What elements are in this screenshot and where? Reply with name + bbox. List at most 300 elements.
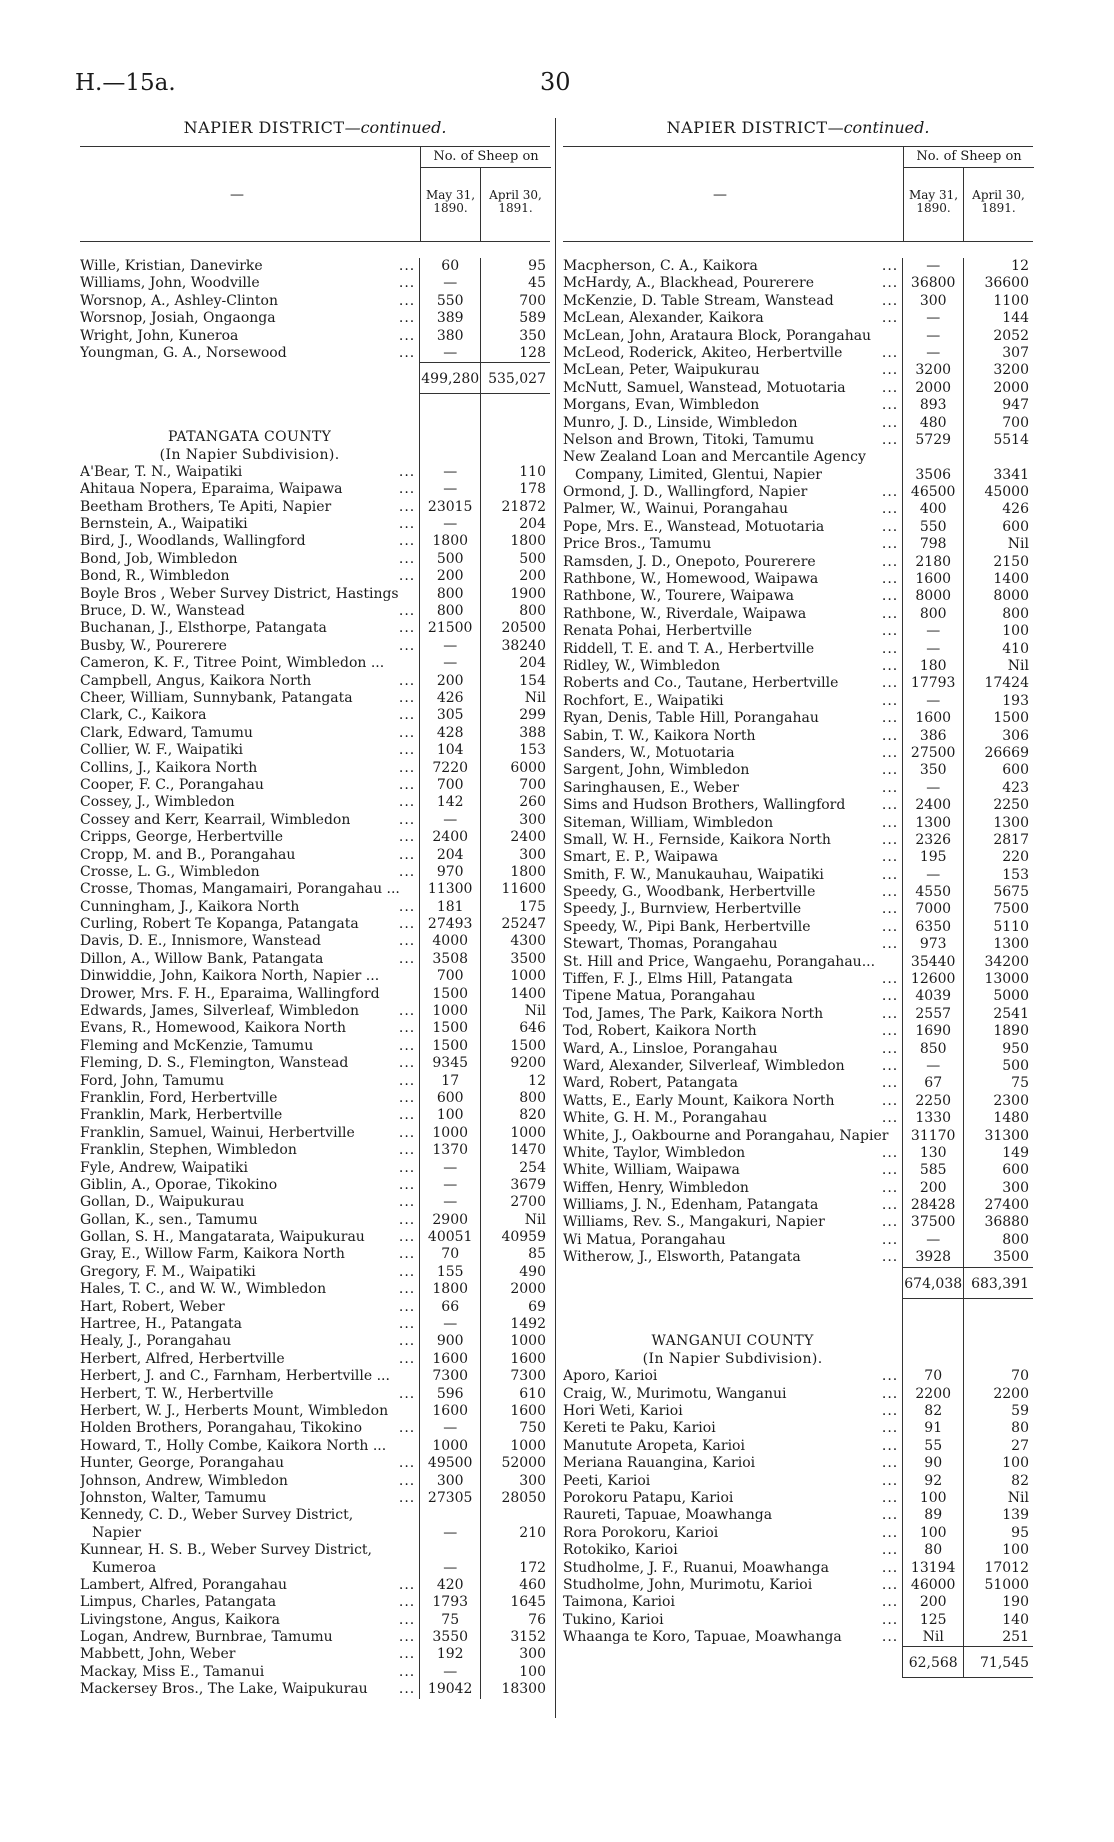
table-row: [563, 867, 1033, 884]
sheep-april-1891: 149: [963, 1145, 1033, 1162]
sheep-april-1891: 610: [480, 1386, 550, 1403]
owner-name: Aporo, Karioi: [563, 1368, 658, 1385]
table-row: [80, 1246, 550, 1263]
sheep-april-1891: 13000: [963, 971, 1033, 988]
sheep-may-1890: 596: [419, 1386, 480, 1403]
leader-dots: ...: [881, 1629, 899, 1646]
owner-name: Hart, Robert, Weber: [80, 1298, 225, 1315]
owner-name: Worsnop, A., Ashley-Clinton: [80, 292, 278, 309]
owner-name: McLeod, Roderick, Akiteo, Herbertville: [563, 344, 843, 361]
table-row: [80, 1177, 550, 1194]
table-row: [80, 655, 550, 672]
table-row: [80, 1333, 550, 1350]
leader-dots: ...: [398, 811, 416, 828]
leader-dots: ...: [881, 971, 899, 988]
table-row: [563, 1420, 1033, 1437]
sheep-april-1891: 306: [963, 728, 1033, 745]
owner-name: Mackay, Miss E., Tamanui: [80, 1663, 265, 1680]
table-row: [80, 916, 550, 933]
sheep-april-1891: 2400: [480, 829, 550, 846]
owner-name: Wi Matua, Porangahau: [563, 1231, 726, 1248]
sheep-april-1891: 190: [963, 1594, 1033, 1611]
sheep-april-1891: 2150: [963, 554, 1033, 571]
sheep-april-1891: 820: [480, 1107, 550, 1124]
leader-dots: ...: [881, 1455, 899, 1472]
leader-dots: ...: [398, 498, 416, 515]
table-row: [563, 362, 1033, 379]
owner-name: Napier: [92, 1524, 142, 1541]
owner-name: Rathbone, W., Tourere, Waipawa: [563, 588, 794, 605]
right-table-header: [563, 146, 1033, 242]
sheep-may-1890: —: [419, 1194, 480, 1211]
table-row: [80, 1612, 550, 1629]
left-title-continued: —continued.: [344, 118, 447, 137]
leader-dots: ...: [881, 553, 899, 570]
sheep-may-1890: 3200: [902, 362, 963, 379]
sheep-may-1890: 2326: [902, 832, 963, 849]
table-row: [80, 310, 550, 327]
leader-dots: ...: [881, 623, 899, 640]
table-row: [563, 710, 1033, 727]
sheep-may-1890: —: [419, 481, 480, 498]
leader-dots: ...: [398, 292, 416, 309]
leader-dots: ...: [398, 1107, 416, 1124]
owner-name: Cossey and Kerr, Kearrail, Wimbledon: [80, 811, 351, 828]
leader-dots: ...: [398, 1455, 416, 1472]
sheep-april-1891: 6000: [480, 760, 550, 777]
table-row: [563, 1577, 1033, 1594]
sheep-may-1890: —: [902, 641, 963, 658]
leader-dots: ...: [881, 344, 899, 361]
page-number: 30: [540, 68, 571, 96]
sheep-april-1891: 36880: [963, 1214, 1033, 1231]
sheep-april-1891: 1800: [480, 533, 550, 550]
sheep-april-1891: Nil: [480, 1212, 550, 1229]
leader-dots: ...: [881, 1385, 899, 1402]
sheep-april-1891: [480, 1507, 550, 1524]
leader-dots: ...: [398, 1316, 416, 1333]
leader-dots: ...: [398, 1681, 416, 1698]
owner-name: Company, Limited, Glentui, Napier: [575, 466, 822, 483]
table-row: [563, 449, 1033, 466]
owner-name: Studholme, John, Murimotu, Karioi: [563, 1576, 813, 1593]
sheep-may-1890: 2400: [419, 829, 480, 846]
sheep-may-1890: 585: [902, 1162, 963, 1179]
owner-name: Meriana Rauangina, Karioi: [563, 1455, 756, 1472]
sheep-april-1891: 204: [480, 516, 550, 533]
sheep-april-1891: 7300: [480, 1368, 550, 1385]
sheep-may-1890: 91: [902, 1420, 963, 1437]
sheep-april-1891: 7500: [963, 901, 1033, 918]
leader-dots: ...: [398, 1333, 416, 1350]
leader-dots: ...: [881, 1403, 899, 1419]
leader-dots: ...: [398, 258, 416, 274]
sheep-april-1891: 59: [963, 1403, 1033, 1420]
leader-dots: ...: [398, 916, 416, 933]
sheep-may-1890: 11300: [419, 881, 480, 898]
owner-name: Busby, W., Pourerere: [80, 637, 227, 654]
sheep-april-1891: 8000: [963, 588, 1033, 605]
table-row: [80, 1351, 550, 1368]
sheep-may-1890: 1600: [419, 1351, 480, 1368]
owner-name: Herbert, T. W., Herbertville: [80, 1385, 274, 1402]
sheep-may-1890: —: [902, 780, 963, 797]
sheep-april-1891: 800: [480, 603, 550, 620]
table-row: [80, 1490, 550, 1507]
leader-dots: ...: [398, 1663, 416, 1680]
owner-name: McLean, John, Arataura Block, Porangahau: [563, 327, 872, 344]
leader-dots: ...: [398, 620, 416, 637]
table-row: [80, 1264, 550, 1281]
sheep-april-1891: 1400: [963, 571, 1033, 588]
leader-dots: ...: [881, 1057, 899, 1074]
leader-dots: ...: [398, 1472, 416, 1489]
sheep-may-1890: 70: [419, 1246, 480, 1263]
leader-dots: ...: [398, 568, 416, 585]
left-col-april-1891: April 30, 1891.: [480, 167, 550, 241]
leader-dots: ...: [881, 779, 899, 796]
sheep-april-1891: 251: [963, 1629, 1033, 1646]
sheep-may-1890: 1330: [902, 1110, 963, 1127]
sheep-may-1890: 6350: [902, 919, 963, 936]
leader-dots: ...: [398, 1055, 416, 1072]
sheep-april-1891: 21872: [480, 499, 550, 516]
table-row: [80, 481, 550, 498]
sheep-may-1890: 12600: [902, 971, 963, 988]
table-row: [80, 464, 550, 481]
sheep-may-1890: 23015: [419, 499, 480, 516]
owner-name: Beetham Brothers, Te Apiti, Napier: [80, 498, 332, 515]
leader-dots: ...: [398, 1194, 416, 1211]
sheep-april-1891: 350: [480, 328, 550, 345]
owner-name: Wright, John, Kuneroa: [80, 327, 239, 344]
sheep-may-1890: 2200: [902, 1386, 963, 1403]
sheep-april-1891: 144: [963, 310, 1033, 327]
owner-name: Drower, Mrs. F. H., Eparaima, Wallingford: [80, 985, 380, 1002]
sheep-may-1890: Nil: [902, 1629, 963, 1646]
owner-name: Franklin, Stephen, Wimbledon: [80, 1142, 297, 1159]
leader-dots: ...: [881, 1576, 899, 1593]
sheep-april-1891: 426: [963, 501, 1033, 518]
sheep-may-1890: 200: [419, 673, 480, 690]
sheep-may-1890: 55: [902, 1438, 963, 1455]
sheep-april-1891: 9200: [480, 1055, 550, 1072]
sheep-may-1890: —: [902, 867, 963, 884]
table-row: [563, 1075, 1033, 1092]
owner-name: Munro, J. D., Linside, Wimbledon: [563, 414, 798, 431]
sheep-may-1890: 3506: [902, 467, 963, 484]
leader-dots: ...: [881, 1162, 899, 1179]
sheep-april-1891: 128: [480, 345, 550, 362]
owner-name: Hori Weti, Karioi: [563, 1403, 683, 1419]
leader-dots: ...: [881, 1179, 899, 1196]
table-row: [563, 658, 1033, 675]
table-row: [563, 954, 1033, 971]
sheep-may-1890: 4039: [902, 988, 963, 1005]
sheep-april-1891: 51000: [963, 1577, 1033, 1594]
sheep-may-1890: 400: [902, 501, 963, 518]
owner-name: Porokoru Patapu, Karioi: [563, 1489, 734, 1506]
sheep-may-1890: 426: [419, 690, 480, 707]
table-row: [563, 728, 1033, 745]
leader-dots: ...: [398, 1594, 416, 1611]
table-row: [563, 641, 1033, 658]
sheep-may-1890: —: [419, 1525, 480, 1542]
table-row: [563, 1162, 1033, 1179]
sheep-april-1891: 700: [480, 777, 550, 794]
owner-name: McHardy, A., Blackhead, Pourerere: [563, 275, 814, 292]
sheep-april-1891: 204: [480, 655, 550, 672]
total-april-1891: 683,391: [963, 1267, 1033, 1299]
sheep-may-1890: 192: [419, 1646, 480, 1663]
table-row: [563, 1386, 1033, 1403]
owner-name: Johnston, Walter, Tamumu: [80, 1489, 267, 1506]
leader-dots: ...: [881, 1214, 899, 1231]
owner-name: Kunnear, H. S. B., Weber Survey District,: [80, 1542, 373, 1559]
leader-dots: ...: [398, 1176, 416, 1193]
sheep-may-1890: —: [419, 345, 480, 362]
leader-dots: ...: [398, 533, 416, 550]
owner-name: Ward, A., Linsloe, Porangahau: [563, 1040, 778, 1057]
leader-dots: ...: [881, 362, 899, 379]
owner-name: Riddell, T. E. and T. A., Herbertville: [563, 640, 815, 657]
sheep-april-1891: 100: [963, 623, 1033, 640]
leader-dots: ...: [398, 603, 416, 620]
leader-dots: ...: [881, 1594, 899, 1611]
right-sheep-group-header: No. of Sheep on: [903, 147, 1034, 168]
table-row: [563, 1180, 1033, 1197]
sheep-may-1890: 27500: [902, 745, 963, 762]
sheep-may-1890: 2250: [902, 1093, 963, 1110]
sheep-may-1890: 200: [902, 1594, 963, 1611]
table-row: [563, 1403, 1033, 1420]
left-table-body: [80, 242, 550, 1699]
sheep-april-1891: 600: [963, 1162, 1033, 1179]
owner-name: Mabbett, John, Weber: [80, 1646, 236, 1663]
leader-dots: ...: [881, 1197, 899, 1214]
leader-dots: ...: [881, 431, 899, 448]
leader-dots: ...: [881, 901, 899, 918]
table-row: [80, 1664, 550, 1681]
owner-name: McKenzie, D. Table Stream, Wanstead: [563, 292, 834, 309]
sheep-may-1890: 2180: [902, 554, 963, 571]
leader-dots: ...: [881, 1023, 899, 1040]
owner-name: Ormond, J. D., Wallingford, Napier: [563, 484, 808, 501]
table-row: [80, 1229, 550, 1246]
table-row: [80, 1560, 550, 1577]
sheep-may-1890: 7220: [419, 760, 480, 777]
sheep-may-1890: —: [902, 258, 963, 275]
leader-dots: ...: [881, 1559, 899, 1576]
sheep-may-1890: 1000: [419, 1125, 480, 1142]
sheep-may-1890: 36800: [902, 275, 963, 292]
sheep-may-1890: 35440: [902, 954, 963, 971]
owner-name: White, Taylor, Wimbledon: [563, 1144, 746, 1161]
sheep-may-1890: —: [902, 623, 963, 640]
sheep-may-1890: 204: [419, 847, 480, 864]
sheep-april-1891: 1000: [480, 1333, 550, 1350]
leader-dots: ...: [398, 1629, 416, 1646]
sheep-april-1891: 800: [480, 1090, 550, 1107]
table-row: [563, 693, 1033, 710]
sheep-may-1890: 46000: [902, 1577, 963, 1594]
right-col-april-1891: April 30, 1891.: [963, 167, 1033, 241]
leader-dots: ...: [881, 1507, 899, 1524]
sheep-may-1890: 305: [419, 707, 480, 724]
table-row: [80, 1525, 550, 1542]
owner-name: Giblin, A., Oporae, Tikokino: [80, 1176, 278, 1193]
owner-name: Price Bros., Tamumu: [563, 536, 712, 553]
sheep-may-1890: 970: [419, 864, 480, 881]
table-row: [563, 832, 1033, 849]
owner-name: White, William, Waipawa: [563, 1162, 740, 1179]
sheep-april-1891: 3679: [480, 1177, 550, 1194]
table-row: [80, 1455, 550, 1472]
sheep-april-1891: 750: [480, 1420, 550, 1437]
right-table-body: [563, 242, 1033, 1678]
total-row: [563, 1267, 1033, 1299]
owner-name: Ramsden, J. D., Onepoto, Pourerere: [563, 553, 816, 570]
table-row: [80, 1142, 550, 1159]
table-row: [80, 933, 550, 950]
owner-name: Watts, E., Early Mount, Kaikora North: [563, 1092, 835, 1109]
owner-name: Ward, Robert, Patangata: [563, 1075, 738, 1092]
sheep-may-1890: 17: [419, 1073, 480, 1090]
table-row: [80, 1368, 550, 1385]
sheep-may-1890: 428: [419, 725, 480, 742]
owner-name: Rochfort, E., Waipatiki: [563, 692, 724, 709]
county-heading: (In Napier Subdivision).: [642, 1350, 823, 1367]
sheep-april-1891: 388: [480, 725, 550, 742]
leader-dots: ...: [881, 379, 899, 396]
sheep-may-1890: [419, 1542, 480, 1559]
leader-dots: ...: [881, 571, 899, 588]
sheep-april-1891: 300: [963, 1180, 1033, 1197]
table-row: [80, 551, 550, 568]
sheep-may-1890: 4000: [419, 933, 480, 950]
leader-dots: ...: [881, 397, 899, 414]
leader-dots: ...: [398, 550, 416, 567]
sheep-april-1891: 193: [963, 693, 1033, 710]
owner-name: Speedy, G., Woodbank, Herbertville: [563, 884, 816, 901]
leader-dots: ...: [881, 1472, 899, 1489]
table-row: [563, 1128, 1033, 1145]
leader-dots: ...: [881, 640, 899, 657]
owner-name: Small, W. H., Fernside, Kaikora North: [563, 831, 831, 848]
leader-dots: ...: [881, 1110, 899, 1127]
owner-name: Crosse, L. G., Wimbledon: [80, 863, 260, 880]
sheep-april-1891: 5514: [963, 432, 1033, 449]
table-row: [80, 1073, 550, 1090]
owner-name: Whaanga te Koro, Tapuae, Moawhanga: [563, 1629, 842, 1646]
table-row: [80, 258, 550, 275]
sheep-may-1890: 3928: [902, 1249, 963, 1266]
table-row: [563, 815, 1033, 832]
sheep-april-1891: 2052: [963, 328, 1033, 345]
leader-dots: ...: [881, 814, 899, 831]
table-row: [80, 794, 550, 811]
owner-name: Fleming and McKenzie, Tamumu: [80, 1037, 314, 1054]
table-row: [80, 1212, 550, 1229]
sheep-april-1891: 5675: [963, 884, 1033, 901]
table-row: [563, 1560, 1033, 1577]
leader-dots: ...: [398, 275, 416, 292]
table-row: [80, 293, 550, 310]
sheep-may-1890: 420: [419, 1577, 480, 1594]
sheep-april-1891: 45: [480, 275, 550, 292]
sheep-may-1890: —: [902, 310, 963, 327]
owner-name: Collins, J., Kaikora North: [80, 759, 258, 776]
owner-name: Fyle, Andrew, Waipatiki: [80, 1159, 248, 1176]
owner-name: Witherow, J., Elsworth, Patangata: [563, 1249, 801, 1266]
leader-dots: ...: [881, 1524, 899, 1541]
owner-name: Macpherson, C. A., Kaikora: [563, 258, 758, 274]
sheep-april-1891: 85: [480, 1246, 550, 1263]
sheep-may-1890: 49500: [419, 1455, 480, 1472]
sheep-april-1891: 254: [480, 1160, 550, 1177]
owner-name: Franklin, Mark, Herbertville: [80, 1107, 283, 1124]
leader-dots: ...: [398, 1020, 416, 1037]
table-row: [80, 1090, 550, 1107]
sheep-april-1891: 1480: [963, 1110, 1033, 1127]
table-row: [563, 1145, 1033, 1162]
table-row: [80, 620, 550, 637]
owner-name: Ward, Alexander, Silverleaf, Wimbledon: [563, 1057, 845, 1074]
owner-name: Pope, Mrs. E., Wanstead, Motuotaria: [563, 518, 825, 535]
table-row: [80, 638, 550, 655]
county-heading-row: [563, 1333, 1033, 1350]
sheep-may-1890: 21500: [419, 620, 480, 637]
left-section-title: [80, 118, 550, 146]
sheep-april-1891: 490: [480, 1264, 550, 1281]
sheep-may-1890: 1690: [902, 1023, 963, 1040]
sheep-april-1891: 423: [963, 780, 1033, 797]
right-name-column-header: —: [713, 187, 727, 203]
leader-dots: ...: [881, 588, 899, 605]
owner-name: Tukino, Karioi: [563, 1611, 664, 1628]
sheep-april-1891: 45000: [963, 484, 1033, 501]
owner-name: Collier, W. F., Waipatiki: [80, 742, 244, 759]
sheep-may-1890: 700: [419, 968, 480, 985]
owner-name: Cooper, F. C., Porangahau: [80, 776, 264, 793]
sheep-april-1891: 646: [480, 1020, 550, 1037]
sheep-april-1891: 1900: [480, 586, 550, 603]
sheep-april-1891: 95: [480, 258, 550, 275]
sheep-may-1890: —: [902, 1058, 963, 1075]
sheep-april-1891: 460: [480, 1577, 550, 1594]
owner-name: Cheer, William, Sunnybank, Patangata: [80, 689, 353, 706]
sheep-april-1891: 80: [963, 1420, 1033, 1437]
sheep-april-1891: 5110: [963, 919, 1033, 936]
leader-dots: ...: [398, 1298, 416, 1315]
table-row: [563, 745, 1033, 762]
county-heading: WANGANUI COUNTY: [651, 1333, 814, 1350]
owner-name: Hunter, George, Porangahau: [80, 1455, 284, 1472]
sheep-april-1891: 110: [480, 464, 550, 481]
leader-dots: ...: [881, 1092, 899, 1109]
table-row: [563, 1197, 1033, 1214]
owner-name: A'Bear, T. N., Waipatiki: [80, 463, 243, 480]
owner-name: Palmer, W., Wainui, Porangahau: [563, 501, 788, 518]
table-row: [80, 603, 550, 620]
sheep-may-1890: 1500: [419, 986, 480, 1003]
owner-name: Evans, R., Homewood, Kaikora North: [80, 1020, 347, 1037]
table-row: [80, 1386, 550, 1403]
sheep-may-1890: 480: [902, 415, 963, 432]
sheep-april-1891: 300: [480, 1646, 550, 1663]
table-row: [80, 1473, 550, 1490]
owner-name: Davis, D. E., Innismore, Wanstead: [80, 933, 321, 950]
